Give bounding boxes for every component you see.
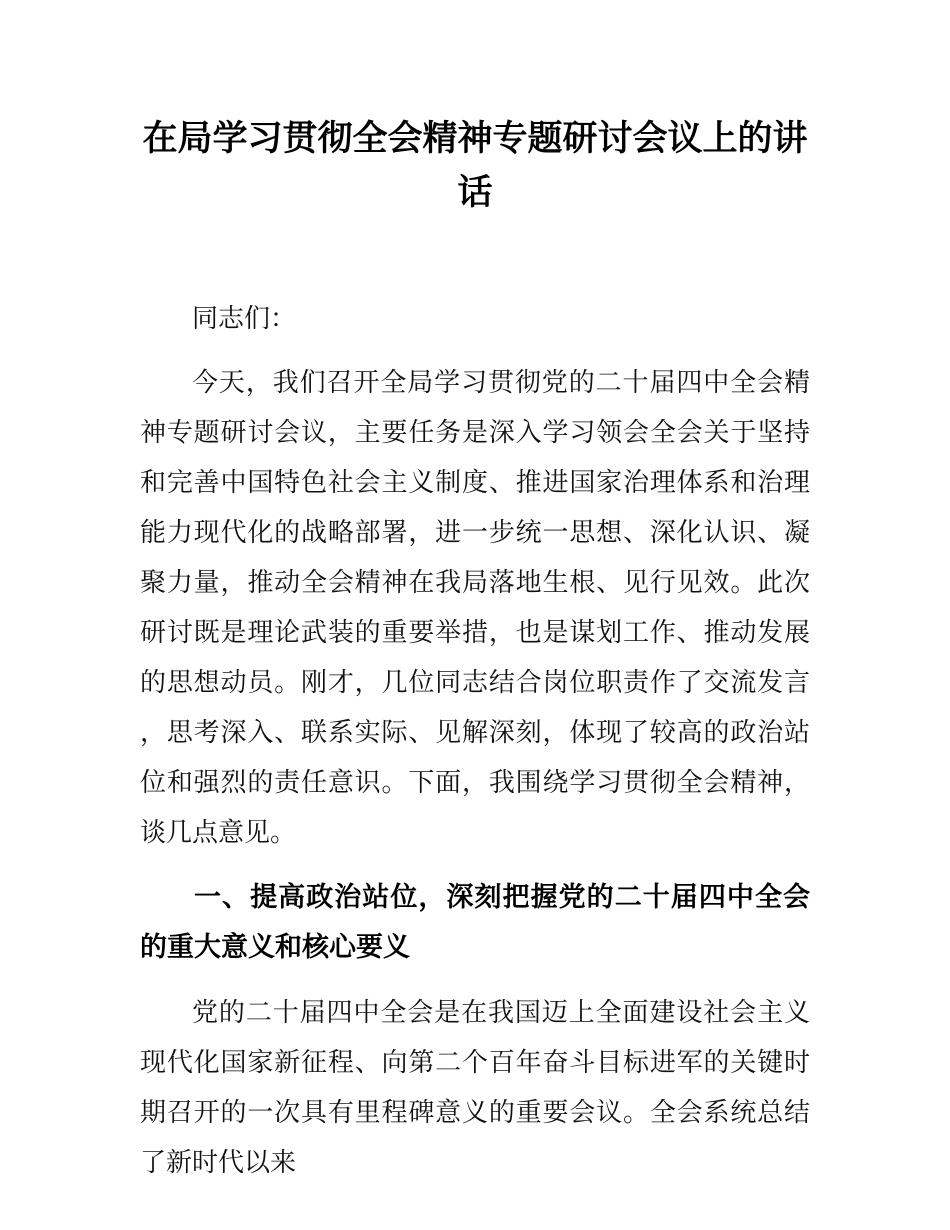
- paragraph-2: 党的二十届四中全会是在我国迈上全面建设社会主义现代化国家新征程、向第二个百年奋斗目标进军的关键时期召开的一次具有里程碑意义的重要会议。全会系统总结了新时代以来: [140, 998, 810, 1177]
- salutation: 同志们：: [192, 304, 297, 333]
- section-heading-1: 一、提高政治站位，深刻把握党的二十届四中全会的重大意义和核心要义: [140, 882, 810, 962]
- paragraph-1: 今天，我们召开全局学习贯彻党的二十届四中全会精神专题研讨会议，主要任务是深入学习领会全会关于坚持和完善中国特色社会主义制度、推进国家治理体系和治理能力现代化的战略部署，进一步统一思想、深化认识、凝聚力量，推动全会精神在我局落地生根、见行见效。此次研讨既是理论武装的重要举措，也是谋划工作、推动发展的思想动员。刚才，几位同志结合岗位职责作了交流发言，思考深入、联系实际、见解深刻，体现了较高的政治站位和强烈的责任意识。下面，我围绕学习贯彻全会精神，谈几点意见。: [140, 368, 810, 847]
- document-title: 在局学习贯彻全会精神专题研讨会议上的讲话: [142, 119, 808, 212]
